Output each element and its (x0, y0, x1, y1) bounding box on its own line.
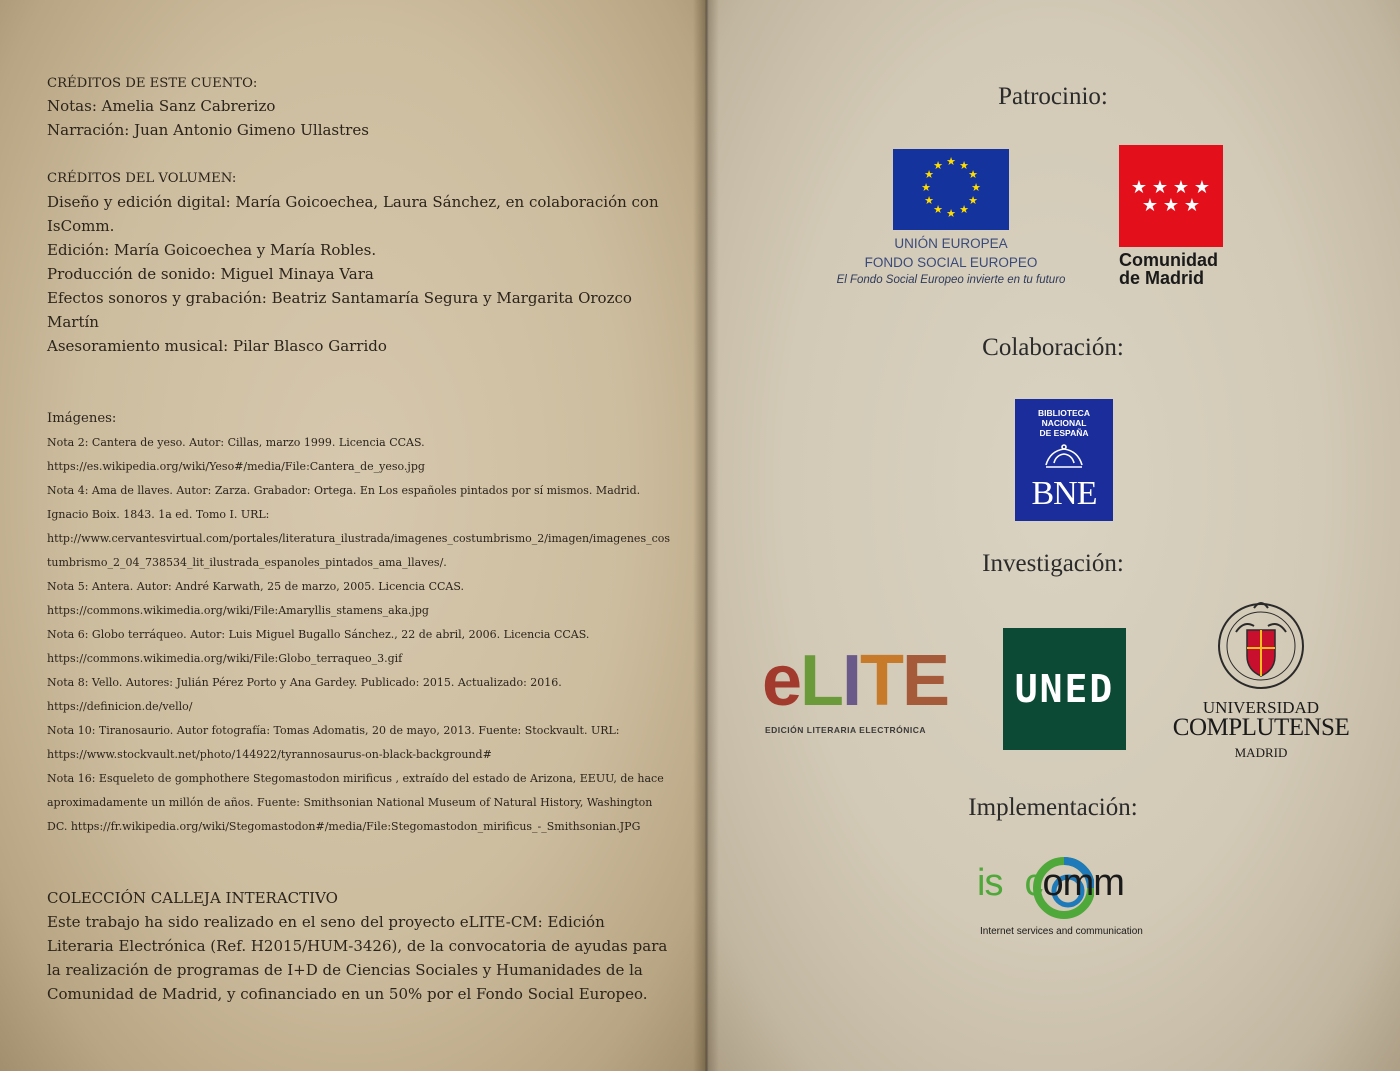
image-credit-line: Nota 5: Antera. Autor: André Karwath, 25 de marzo, 2005. Licencia CCAS. (47, 580, 464, 593)
svg-text:★: ★ (1130, 177, 1148, 198)
ucm-crest-icon (1214, 596, 1308, 694)
collection-heading: COLECCIÓN CALLEJA INTERACTIVO (47, 889, 338, 907)
madrid-name-line1: Comunidad (1119, 250, 1218, 270)
elite-letter: L (800, 641, 843, 721)
story-credits-heading: CRÉDITOS DE ESTE CUENTO: (47, 76, 258, 91)
svg-text:★: ★ (1172, 177, 1190, 198)
ucm-line3: MADRID (1234, 745, 1288, 760)
iscomm-mm: mm (1062, 862, 1124, 904)
image-credit-line: Nota 8: Vello. Autores: Julián Pérez Porto y Ana Gardey. Publicado: 2015. Actualizado: 2016. (47, 676, 562, 689)
svg-text:★: ★ (921, 181, 931, 194)
volume-credit-line: IsComm. (47, 217, 115, 235)
image-credit-line: https://www.stockvault.net/photo/144922/tyrannosaurus-on-black-background# (47, 748, 492, 761)
iscomm-logo-text (977, 862, 1124, 905)
research-heading: Investigación: (982, 550, 1124, 577)
image-credit-line: Nota 4: Ama de llaves. Autor: Zarza. Grabador: Ortega. En Los españoles pintados por sí mismos. Madrid. (47, 484, 641, 497)
eu-fund-name: FONDO SOCIAL EUROPEO (864, 255, 1038, 270)
volume-credit-line: Producción de sonido: Miguel Minaya Vara (47, 265, 374, 283)
svg-text:★: ★ (933, 159, 943, 172)
madrid-stars-icon (1119, 145, 1223, 247)
elite-letter: E (902, 641, 949, 721)
bne-line2: NACIONAL (1041, 418, 1087, 428)
elite-letter: I (842, 641, 861, 721)
crown-icon (1042, 443, 1086, 471)
svg-text:★: ★ (1162, 195, 1180, 216)
image-credit-line: Nota 2: Cantera de yeso. Autor: Cillas, marzo 1999. Licencia CCAS. (47, 436, 425, 449)
svg-text:★: ★ (924, 194, 934, 207)
image-credit-line: Nota 10: Tiranosaurio. Autor fotografía: Tomas Adomatis, 20 de mayo, 2013. Fuente: Stockvault. URL: (47, 724, 620, 737)
svg-text:★: ★ (1151, 177, 1169, 198)
madrid-logo (1119, 145, 1223, 247)
image-credit-line: Ignacio Boix. 1843. 1a ed. Tomo I. URL: (47, 508, 270, 521)
eu-stars-icon (893, 149, 1009, 230)
image-credit-line: http://www.cervantesvirtual.com/portales/literatura_ilustrada/imagenes_costumbrismo_2/imagen/imagenes_cos (47, 532, 671, 545)
iscomm-subtitle: Internet services and communication (980, 926, 1143, 937)
svg-text:★: ★ (968, 168, 978, 181)
collection-line: Literaria Electrónica (Ref. H2015/HUM-3426), de la convocatoria de ayudas para (47, 937, 668, 955)
image-credit-line: tumbrismo_2_04_738534_lit_ilustrada_espanoles_pintados_ama_llaves/. (47, 556, 447, 569)
image-credit-line: DC. https://fr.wikipedia.org/wiki/Stegomastodon#/media/File:Stegomastodon_mirificus_-_Smithsonian.JPG (47, 820, 641, 833)
ucm-line1: UNIVERSIDAD (1202, 698, 1320, 717)
image-credit-line: https://commons.wikimedia.org/wiki/File:Amaryllis_stamens_aka.jpg (47, 604, 429, 617)
implementation-heading: Implementación: (968, 794, 1138, 821)
collection-line: Este trabajo ha sido realizado en el seno del proyecto eLITE-CM: Edición (47, 913, 605, 931)
collection-line: Comunidad de Madrid, y cofinanciado en un 50% por el Fondo Social Europeo. (47, 985, 648, 1003)
bne-line3: DE ESPAÑA (1039, 428, 1089, 438)
svg-text:★: ★ (946, 155, 956, 168)
bne-logo (1015, 399, 1113, 521)
madrid-name-line2: de Madrid (1119, 268, 1205, 288)
svg-text:★: ★ (959, 159, 969, 172)
svg-text:★: ★ (1141, 195, 1159, 216)
elite-logo (762, 640, 948, 722)
eu-slogan: El Fondo Social Europeo invierte en tu futuro (836, 274, 1066, 286)
uned-logo: UNED (1003, 628, 1126, 750)
eu-name: UNIÓN EUROPEA (894, 236, 1008, 251)
image-credit-line: Nota 6: Globo terráqueo. Autor: Luis Miguel Bugallo Sánchez., 22 de abril, 2006. Licencia CCAS. (47, 628, 590, 641)
image-credit-line: https://es.wikipedia.org/wiki/Yeso#/media/File:Cantera_de_yeso.jpg (47, 460, 425, 473)
svg-text:★: ★ (971, 181, 981, 194)
volume-credit-line: Diseño y edición digital: María Goicoechea, Laura Sánchez, en colaboración con (47, 193, 659, 211)
sponsorship-heading: Patrocinio: (998, 83, 1108, 110)
svg-text:★: ★ (924, 168, 934, 181)
volume-credit-line: Martín (47, 313, 99, 331)
svg-text:★: ★ (946, 207, 956, 220)
iscomm-o: o (1042, 862, 1063, 904)
image-credit-line: aproximadamente un millón de años. Fuente: Smithsonian National Museum of Natural History, Washington (47, 796, 653, 809)
volume-credit-line: Efectos sonoros y grabación: Beatriz Santamaría Segura y Margarita Orozco (47, 289, 632, 307)
images-heading: Imágenes: (47, 411, 117, 426)
image-credit-line: https://commons.wikimedia.org/wiki/File:Globo_terraqueo_3.gif (47, 652, 403, 665)
volume-credit-line: Asesoramiento musical: Pilar Blasco Garrido (47, 337, 387, 355)
svg-text:★: ★ (959, 203, 969, 216)
svg-text:★: ★ (1193, 177, 1211, 198)
elite-letter: T (860, 641, 903, 721)
image-credit-line: Nota 16: Esqueleto de gomphothere Stegomastodon mirificus , extraído del estado de Arizona, EEUU, de hace (47, 772, 664, 785)
story-credit-line: Narración: Juan Antonio Gimeno Ullastres (47, 121, 369, 139)
ucm-line2: COMPLUTENSE (1172, 714, 1350, 741)
story-credit-line: Notas: Amelia Sanz Cabrerizo (47, 97, 276, 115)
volume-credit-line: Edición: María Goicoechea y María Robles. (47, 241, 377, 259)
bne-line1: BIBLIOTECA (1038, 408, 1090, 418)
svg-text:★: ★ (968, 194, 978, 207)
collaboration-heading: Colaboración: (982, 334, 1124, 361)
image-credit-line: https://definicion.de/vello/ (47, 700, 193, 713)
svg-text:★: ★ (933, 203, 943, 216)
collection-line: la realización de programas de I+D de Ciencias Sociales y Humanidades de la (47, 961, 643, 979)
iscomm-c: c (1024, 862, 1043, 904)
elite-subtitle: EDICIÓN LITERARIA ELECTRÓNICA (765, 725, 927, 735)
elite-letter: e (762, 641, 801, 721)
svg-text:★: ★ (1183, 195, 1201, 216)
bne-acronym: BNE (1031, 475, 1097, 512)
iscomm-is: is (977, 862, 1003, 904)
eu-flag-logo (893, 149, 1009, 230)
volume-credits-heading: CRÉDITOS DEL VOLUMEN: (47, 171, 237, 186)
right-page (706, 0, 1400, 1071)
book-spine (693, 0, 719, 1071)
